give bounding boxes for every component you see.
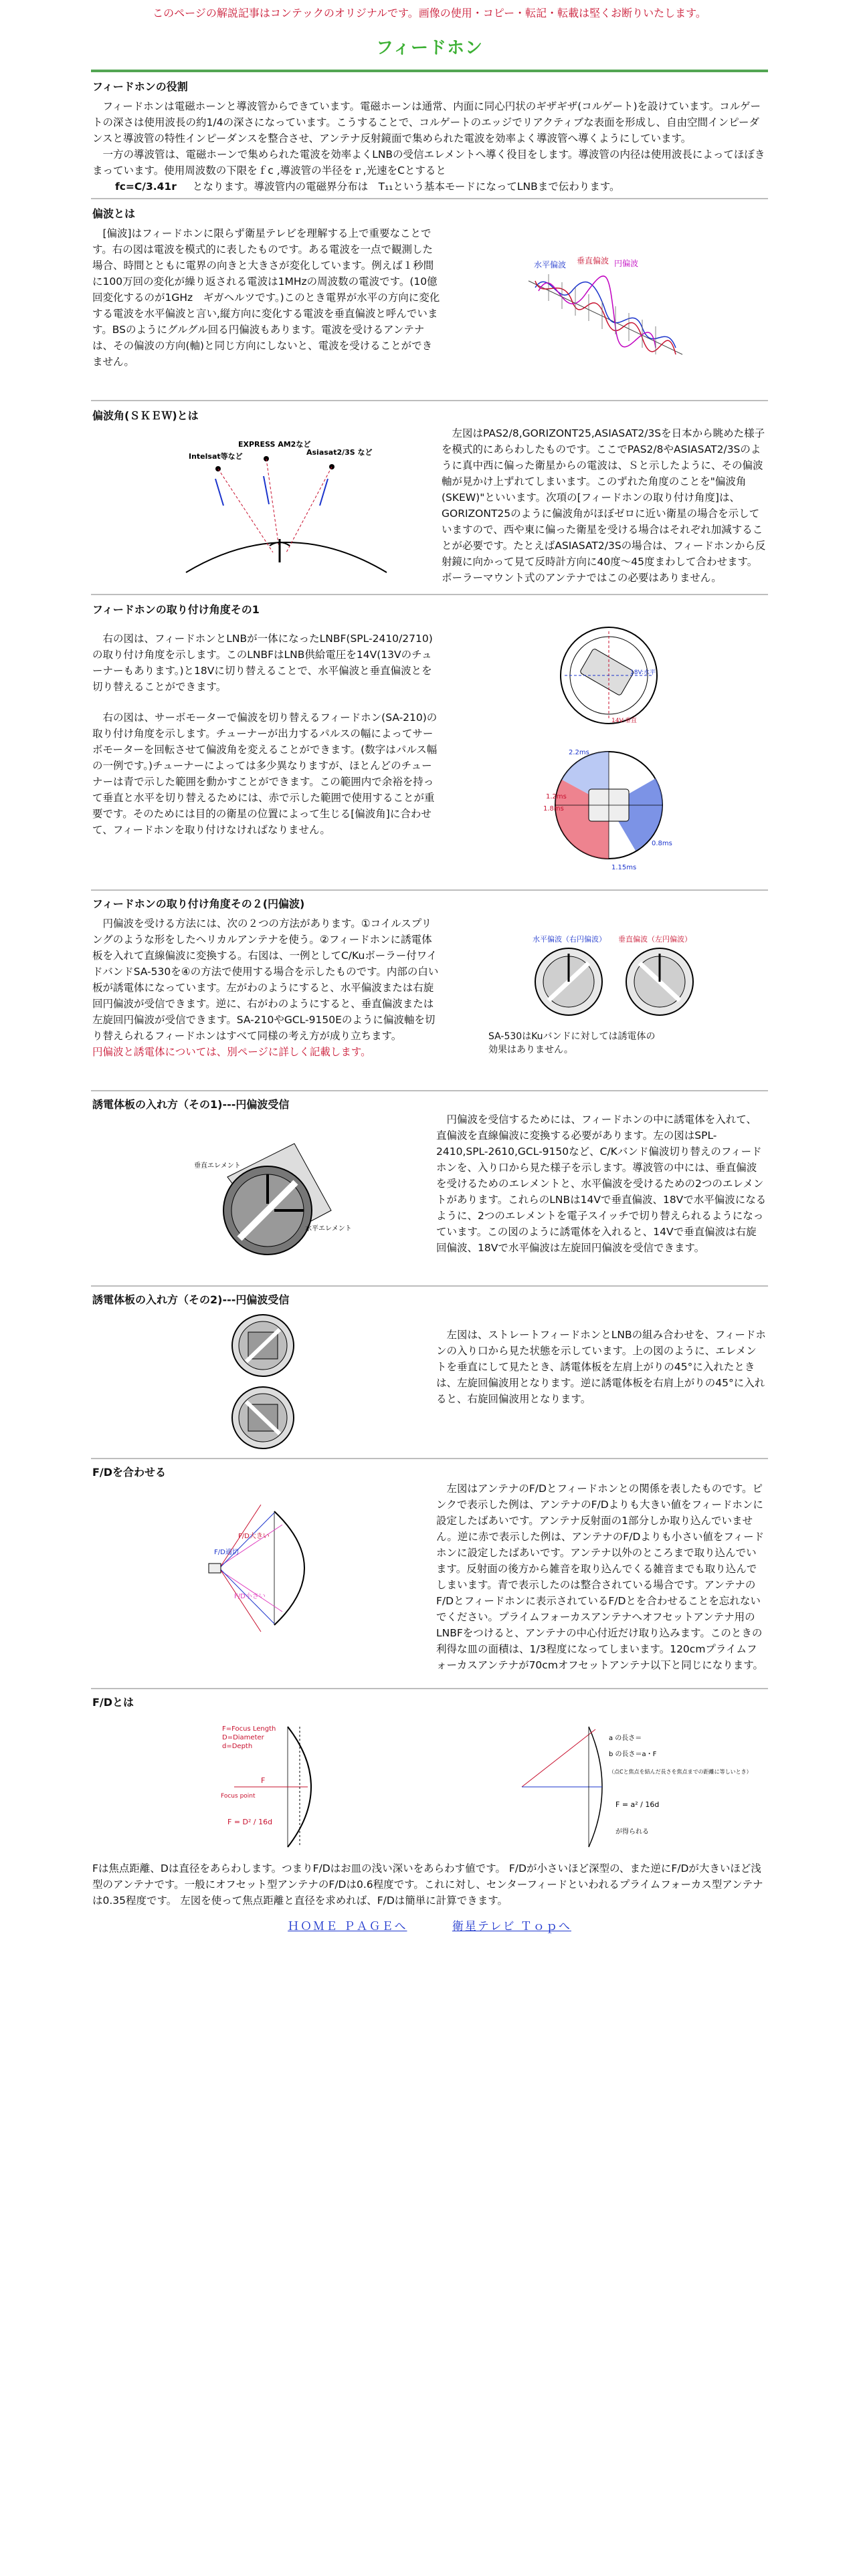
fig-label-formula: F = D² / 16d	[227, 1818, 273, 1826]
section-paragraph: [偏波]はフィードホンに限らず衛星テレビを理解する上で重要なことです。右の図は電波を模式的に表したものです。ある電波を一点で観測した場合、時間とともに電界の向きと大きさが変化しています。例えば１秒間に100万回の変化が繰り返される電波は1MHzの周波数の電波です。(10億回変化するのが1GHz ギガヘルツです。)このとき電界が水平の方向に変化する電波を水平偏波と言い,縦方向に変化する電波を垂直偏波と呼んでいます。BSのようにグルグル回る円偏波もあります。電波を受けるアンテナは、その偏波の方向(軸)と同じ方向にしないと、電波を受けることができません。	[92, 227, 440, 368]
dielectric-figure-1	[194, 1130, 352, 1264]
home-page-link[interactable]: ＨＯＭＥ ＰＡＧＥへ	[288, 1920, 407, 1933]
fig-label-horizontal: 水平偏波	[534, 260, 567, 270]
circular-feedhorn-figure	[529, 934, 702, 1021]
divider	[91, 400, 768, 401]
fig-label-circular: 円偏波	[614, 259, 639, 268]
section-heading: フィードホンの取り付け角度その２(円偏波)	[92, 897, 305, 910]
fig-label-result: が得られる	[615, 1828, 649, 1836]
section-heading: 誘電体板の入れ方（その2)---円偏波受信	[92, 1293, 290, 1306]
fig-label-18v: 18V:水平	[630, 669, 656, 676]
fig-label-1-2ms: 1.2ms	[546, 793, 567, 800]
section-paragraph: 右の図は、フィードホンとLNBが一体になったLNBF(SPL-2410/2710)の取り付け角度を示します。このLNBFはLNB供給電圧を14V(13Vのチューナーもあります。)と18Vに切り替えることで、水平偏波と垂直偏波とを切り替えることができます。	[92, 632, 433, 693]
section-heading: 偏波とは	[92, 207, 136, 220]
section-angle-2	[92, 896, 440, 1060]
section-heading: F/Dとは	[92, 1696, 134, 1709]
fig-label-2-2ms: 2.2ms	[569, 749, 589, 756]
fig-label-condition: （点Cと焦点を結んだ長さを焦点までの距離に等しいとき）	[609, 1769, 752, 1775]
fig-label-0-8ms: 0.8ms	[652, 840, 672, 847]
fig-label-fd-small: F/D小さい	[234, 1593, 266, 1600]
section-paragraph: 円偏波を受ける方法には、次の２つの方法があります。①コイルスプリングのような形をしたヘリカルアンテナを使う。②フィードホンに誘電体板を入れて直線偏波に変換する。右図は、一例としてC/Kuボーラー付ワイドバンドSA-530を④の方法で使用する場合を示したものです。内部の白い板が誘電体になっています。左がわのようにすると、水平偏波または右旋回円偏波が受信できます。逆に、右がわのようにすると、垂直偏波または左旋回円偏波が受信できます。SA-210やGCL-9150Eのように偏波軸を切り替えられるフィードホンはすべて同様の考え方が成り立ちます。	[92, 917, 439, 1042]
footer-links	[0, 1918, 859, 1935]
section-heading: フィードホンの取り付け角度その1	[92, 603, 260, 616]
fig-label-horizontal-element: 水平エレメント	[305, 1225, 352, 1232]
fig-label-express: EXPRESS AM2など	[238, 440, 311, 449]
divider	[91, 1688, 768, 1689]
fig-label-vertical-lhcp: 垂直偏波（左円偏波）	[618, 935, 692, 944]
fig-label-focus-point: Focus point	[221, 1793, 256, 1800]
fd-definition-figure	[221, 1720, 355, 1854]
fig-label-asiasat: Asiasat2/3S など	[306, 448, 373, 457]
section-polarization	[92, 206, 440, 370]
fd-match-figure	[207, 1505, 321, 1632]
skew-figure	[179, 439, 393, 579]
section-paragraph: フィードホンは電磁ホーンと導波管からできています。電磁ホーンは通常、内面に同心円状のギザギザ(コルゲート)を設けています。コルゲートの深さは使用波長の約1/4の深さになっています。こうすることで、コルゲートのエッジでリアクティブな表面を形成し、自由空間インピーダンスと導波管の特性インピーダンスを整合させ、アンテナ反射鏡面で集められた電波を効率よく導波管へ導くようにしています。	[92, 100, 761, 144]
fig-label-14v: 14V:垂直	[611, 718, 637, 724]
dielectric-figure-2	[226, 1312, 300, 1453]
section-heading: 偏波角(ＳＫＥＷ)とは	[92, 409, 199, 422]
fig-label-a-length: a の長さ＝	[609, 1735, 642, 1742]
divider	[91, 1090, 768, 1091]
section-note-red: 円偏波と誘電体については、別ページに詳しく記載します。	[92, 1045, 371, 1058]
section-heading: 誘電体板の入れ方（その1)---円偏波受信	[92, 1098, 290, 1111]
fig-label-f: F	[261, 1776, 266, 1785]
fig-label-fd-match: F/D適切	[214, 1549, 239, 1556]
fig-label-f-formula: F = a² / 16d	[615, 1800, 660, 1809]
fig-label-b-length: b の長さ＝a・F	[609, 1751, 657, 1758]
servo-angle-figure	[542, 738, 676, 872]
polarization-figure	[522, 254, 696, 368]
divider	[91, 1285, 768, 1287]
section-heading: フィードホンの役割	[92, 80, 188, 93]
section-paragraph: 右の図は、サーボモーターで偏波を切り替えるフィードホン(SA-210)の取り付け角度を示します。チューナーが出力するパルスの幅によってサーボモーターを回転させて偏波角を変えることができます。(数字はパルス幅の一例です。)チューナーによっては多少異なりますが、ほとんどのチューナーは青で示した範囲を動かすことができます。この範囲内で余裕を持って垂直と水平を切り替えるためには、赤で示した範囲で使用することが重要です。そのためには目的の衛星の位置によって生じる[偏波角]に合わせて、フィードホンを取り付けなければなりません。	[92, 711, 438, 836]
fd-definition-text: Fは焦点距離、Dは直径をあらわします。つまりF/Dはお皿の浅い深いをあらわす値です。 F/Dが小さいほど深型の、また逆にF/Dが大きいほど浅型のアンテナです。一般にオフセット型アンテナのF/Dは0.6程度です。これに対し、センターフィードといわれるプライムフォーカス型アンテナは0.35程度です。 左図を使って焦点距離と直径を求めれば、F/Dは簡単に計算できます。	[92, 1862, 763, 1907]
divider	[91, 198, 768, 199]
formula-tail: となります。導波管内の電磁界分布は T₁₁という基本モードになってLNBまで伝わります。	[192, 180, 620, 193]
divider	[91, 889, 768, 891]
title-divider	[91, 70, 768, 72]
dielectric-1-text: 円偏波を受信するためには、フィードホンの中に誘電体を入れて、直偏波を直線偏波に変換する必要があります。左の図はSPL-2410,SPL-2610,GCL-9150など、C/Kバンド偏波切り替えのフィードホンを、入り口から見た様子を示します。導波管の中には、垂直偏波を受けるためのエレメントと、水平偏波を受けるための2つのエレメントがあります。これらのLNBは14Vで垂直偏波、18Vで水平偏波になるように、2つのエレメントを電子スイッチで切り替えられるようになっています。この図のように誘電体を入れると、14Vで垂直偏波は右旋回偏波、18Vで水平偏波は左旋回円偏波を受信できます。	[436, 1113, 767, 1255]
fig-label-1-15ms: 1.15ms	[611, 864, 637, 871]
circular-figure-caption: SA-530はKuバンドに対しては誘電体の効果はありません。	[488, 1031, 656, 1056]
fig-label-intelsat: Intelsat等など	[189, 452, 243, 461]
section-paragraph: 一方の導波管は、電磁ホーンで集められた電波を効率よくLNBの受信エレメントへ導く役目をします。導波管の内径は使用波長によってほぼきまっています。使用周波数の下限をｆc ,導波管の半径をｒ,光速をCとすると	[92, 148, 765, 177]
section-heading: F/Dを合わせる	[92, 1466, 167, 1479]
fig-label-diameter: D=Diameter	[222, 1734, 264, 1741]
fig-label-vertical-element: 垂直エレメント	[194, 1162, 241, 1170]
section-angle-1	[92, 602, 440, 838]
section-dielectric-1	[92, 1097, 440, 1116]
formula-line	[92, 179, 767, 195]
section-dielectric-2	[92, 1292, 440, 1311]
fig-label-vertical: 垂直偏波	[577, 256, 609, 265]
lnbf-angle-figure	[555, 622, 662, 729]
section-fd-definition	[92, 1695, 440, 1714]
fig-label-1-8ms: 1.8ms	[543, 805, 564, 813]
fig-label-horizontal-rhcp: 水平偏波（右円偏波）	[533, 935, 606, 944]
satellite-tv-top-link[interactable]: 衛星テレビ Ｔｏｐへ	[452, 1920, 571, 1933]
fig-label-fd-large: F/D大きい	[238, 1533, 270, 1540]
divider	[91, 594, 768, 595]
section-match-fd	[92, 1465, 440, 1484]
dielectric-2-text: 左図は、ストレートフィードホンとLNBの組み合わせを、フィードホンの入り口から見た状態を示しています。上の図のように、エレメントを垂直にして見たとき、誘電体板を左肩上がりの45°に入れたときは、左旋回偏波用となります。逆に誘電体板を右肩上がりの45°に入れると、右旋回偏波用となります。	[436, 1329, 766, 1406]
section-role	[92, 79, 767, 195]
fd-match-text: 左図はアンテナのF/Dとフィードホンとの関係を表したものです。ピンクで表示した例は、アンテナのF/Dよりも大きい値をフィードホンに設定したばあいです。アンテナ反射面の1部分しか取り込んでいません。逆に赤で表示した例は、アンテナのF/Dよりも小さい値をフィードホンに設定したばあいです。アンテナ以外のところまで取り込んでいます。反射面の後方から雑音を取り込んでくる雑音までも取り込んでしまいます。青で表示したのは整合されている場合です。アンテナのF/Dとフィードホンに表示されているF/Dとを合わせることを忘れないでください。プライムフォーカスアンテナへオフセットアンテナ用のLNBFをつけると、アンテナの中心付近だけ取り込みます。このときの利得な皿の面積は、1/3程度になってしまいます。120cmプライムフォーカスアンテナが70cmオフセットアンテナ以下と同じになります。	[436, 1483, 765, 1672]
copyright-notice: このページの解説記事はコンテックのオリジナルです。画像の使用・コピー・転記・転載は堅くお断りいたします。	[153, 7, 706, 19]
skew-text: 左図はPAS2/8,GORIZONT25,ASIASAT2/3Sを日本から眺めた様子を模式的にあらわしたものです。ここでPAS2/8やASIASAT2/3Sのように真中西に偏った衛星からの電波は、Ｓと示したように、その偏波軸が見かけ上ずれてしまいます。このずれた角度のことを"偏波角(SKEW)"といいます。次項の[フィードホンの取り付け角度]は、GORIZONT25のように偏波角がほぼゼロに近い衛星の場合を示していますので、西や東に偏った衛星を受ける場合はそれぞれ加減することが必要です。たとえばASIASAT2/3Sの場合は、フィードホンから反射鏡に向かって見て反時計方向に40度〜45度まわして合わせます。ボーラーマウント式のアンテナではこの必要はありません。	[442, 427, 766, 584]
section-skew	[92, 408, 427, 427]
fd-geometry-figure	[508, 1720, 752, 1854]
fig-label-focus-length: F=Focus Length	[222, 1725, 276, 1733]
waveguide-formula: fc=C/3.41r	[115, 180, 177, 193]
fig-label-depth: d=Depth	[222, 1743, 253, 1750]
page-title: フィードホン	[376, 38, 483, 58]
divider	[91, 1458, 768, 1459]
